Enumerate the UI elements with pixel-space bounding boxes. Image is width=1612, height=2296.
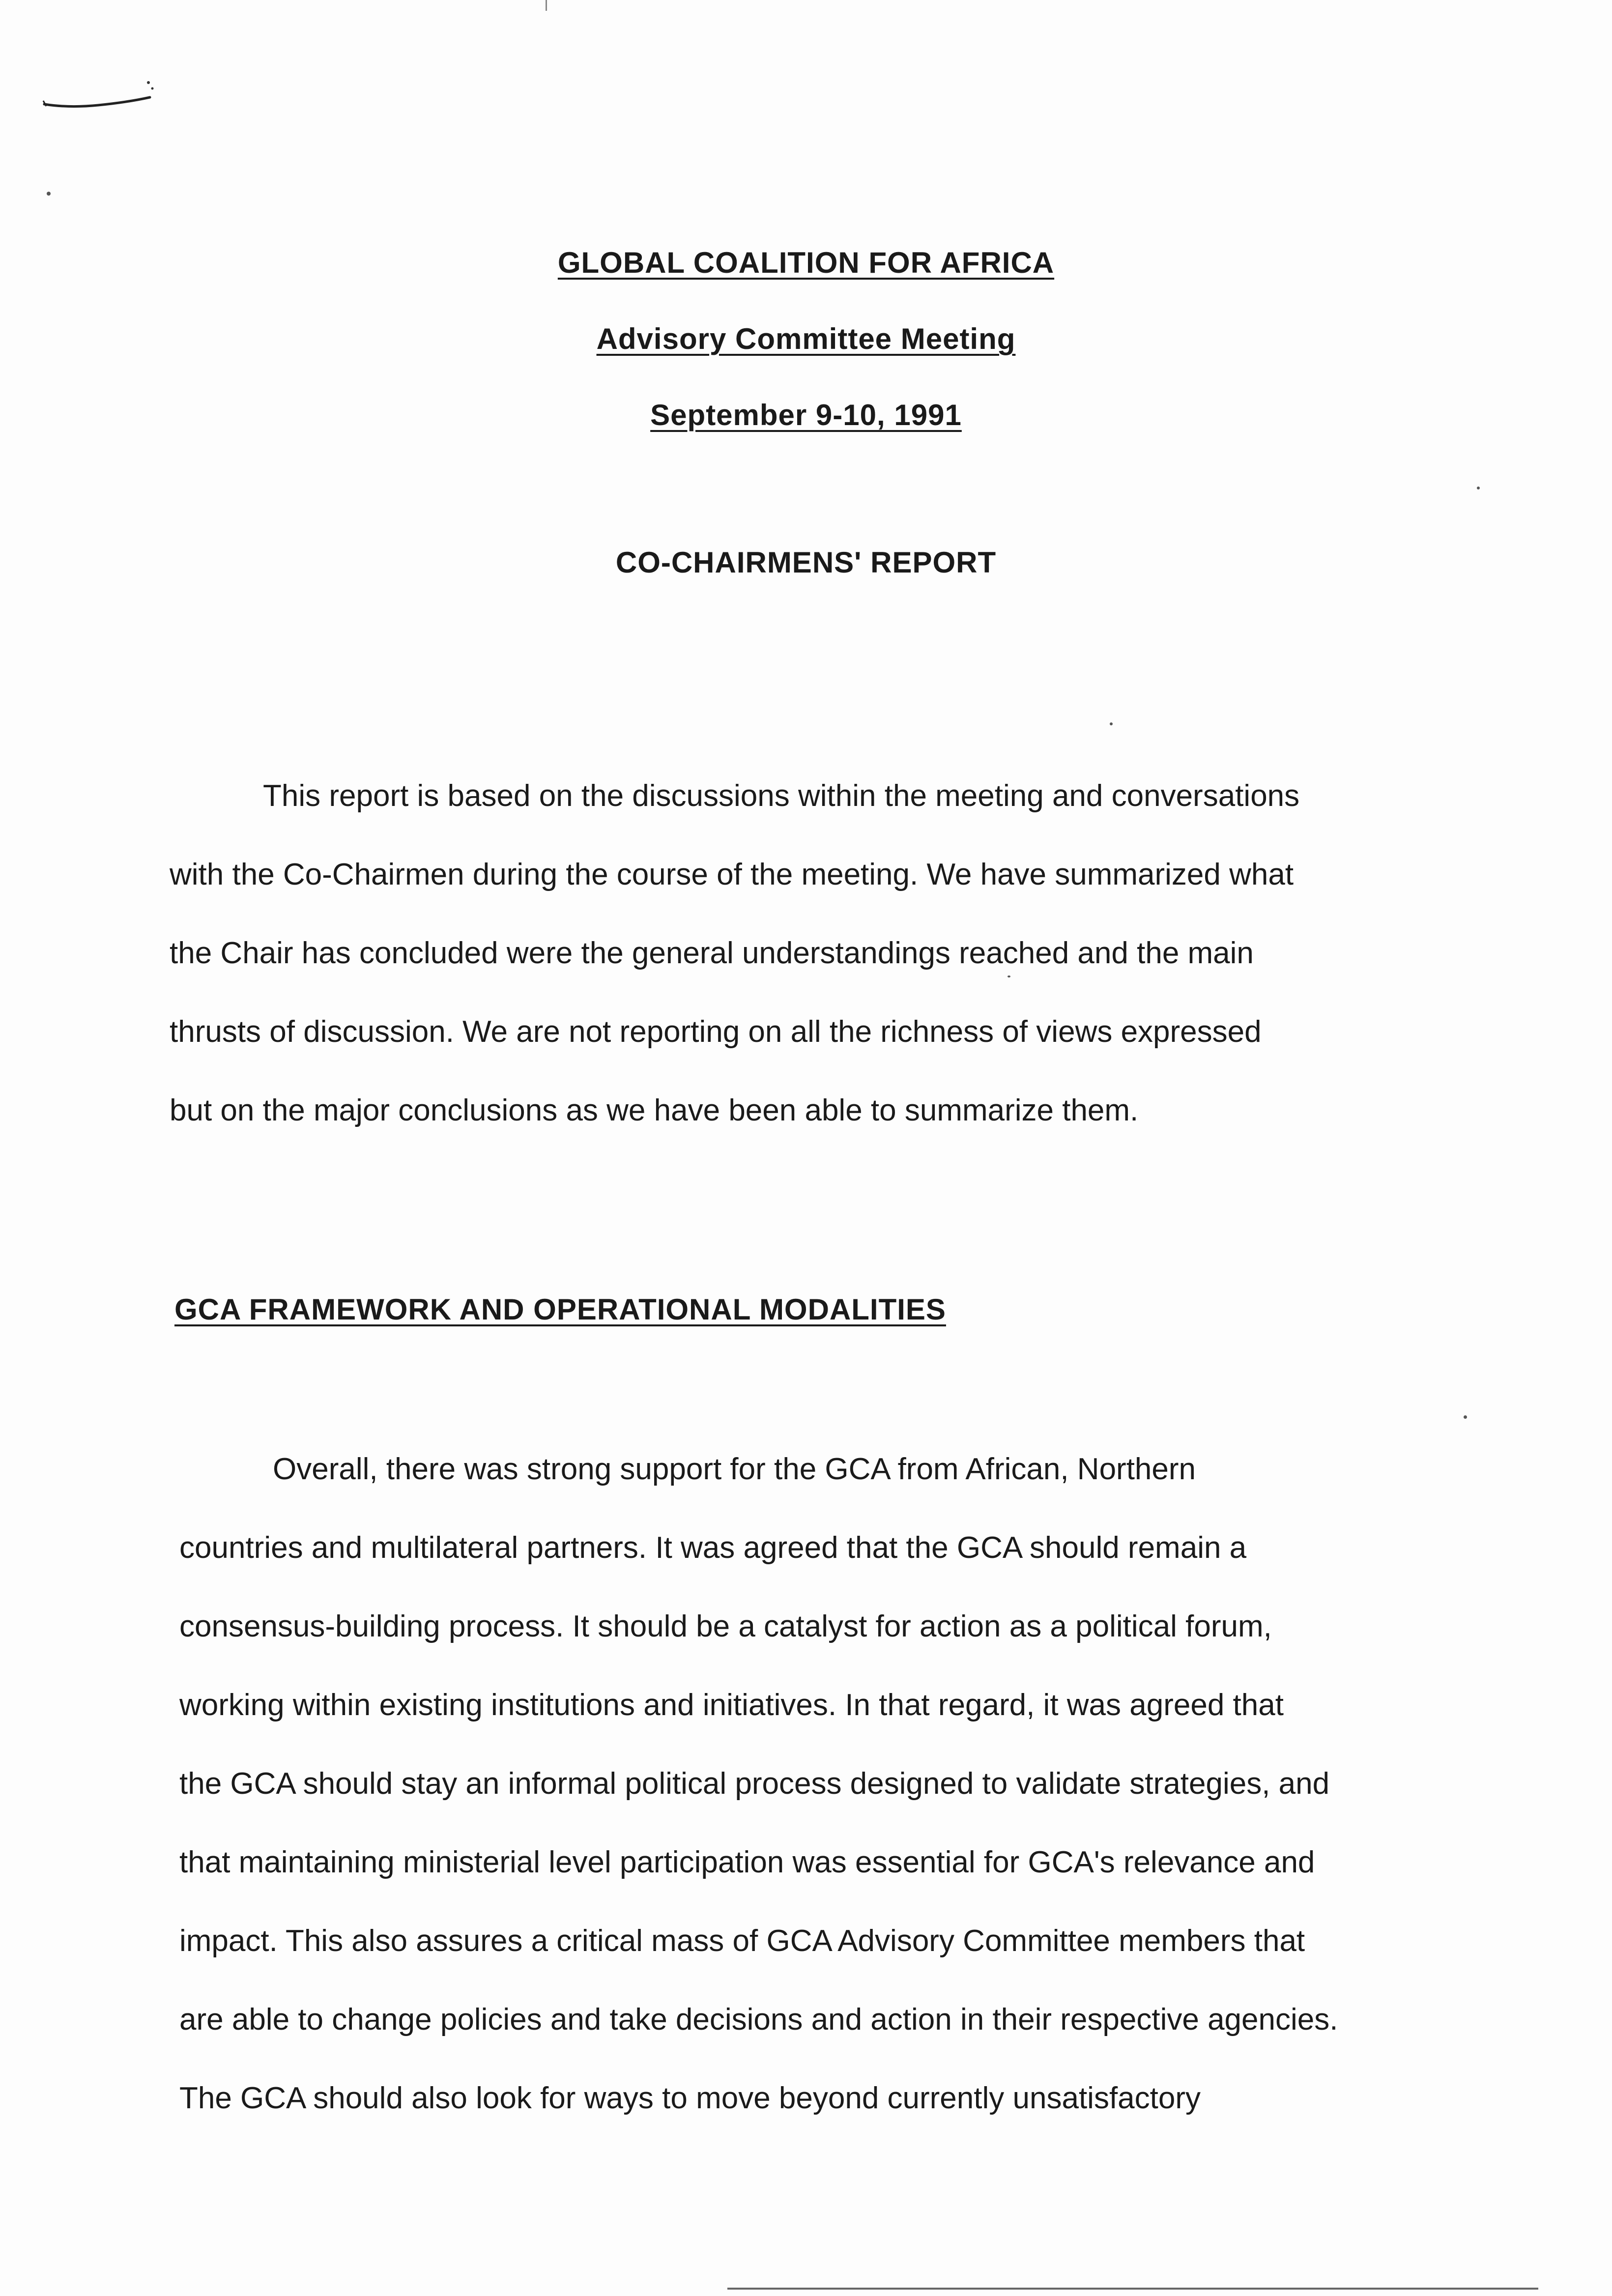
text-line: are able to change policies and take decisions and action in their respective agencies. (179, 2003, 1338, 2037)
page-bottom-rule (727, 2288, 1538, 2290)
text-line: impact. This also assures a critical mass of GCA Advisory Committee members that (179, 1924, 1305, 1958)
section-paragraph (179, 1430, 1506, 2138)
meeting-date: September 9-10, 1991 (650, 399, 962, 431)
meeting-title: Advisory Committee Meeting (596, 322, 1016, 355)
text-line: thrusts of discussion. We are not reporting on all the richness of views expressed (170, 1015, 1262, 1049)
text-line: Overall, there was strong support for the GCA from African, Northern (273, 1452, 1196, 1486)
text-line: the Chair has concluded were the general understandings reached and the main (170, 936, 1254, 970)
text-line: The GCA should also look for ways to move beyond currently unsatisfactory (179, 2081, 1201, 2115)
text-line: countries and multilateral partners. It was agreed that the GCA should remain a (179, 1531, 1247, 1565)
text-line: that maintaining ministerial level participation was essential for GCA's relevance and (179, 1845, 1315, 1879)
section-heading: GCA FRAMEWORK AND OPERATIONAL MODALITIES (174, 1293, 946, 1326)
text-line: consensus-building process. It should be a catalyst for action as a political forum, (179, 1609, 1272, 1643)
scan-speck (1110, 722, 1113, 725)
intro-paragraph (170, 757, 1477, 1150)
organization-title: GLOBAL COALITION FOR AFRICA (557, 246, 1055, 279)
text-line: the GCA should stay an informal political process designed to validate strategies, and (179, 1767, 1330, 1801)
handwritten-pen-stroke (39, 74, 157, 118)
text-line: but on the major conclusions as we have been able to summarize them. (170, 1093, 1139, 1127)
scan-artifact-mark (546, 0, 547, 11)
report-title: CO-CHAIRMENS' REPORT (615, 546, 997, 579)
text-line: This report is based on the discussions within the meeting and conversations (263, 779, 1300, 813)
scan-speck (47, 192, 51, 196)
text-line: with the Co-Chairmen during the course of the meeting. We have summarized what (170, 858, 1294, 891)
text-line: working within existing institutions and initiatives. In that regard, it was agreed that (179, 1688, 1284, 1722)
scan-speck (1464, 1415, 1467, 1419)
scan-speck (1477, 487, 1480, 489)
